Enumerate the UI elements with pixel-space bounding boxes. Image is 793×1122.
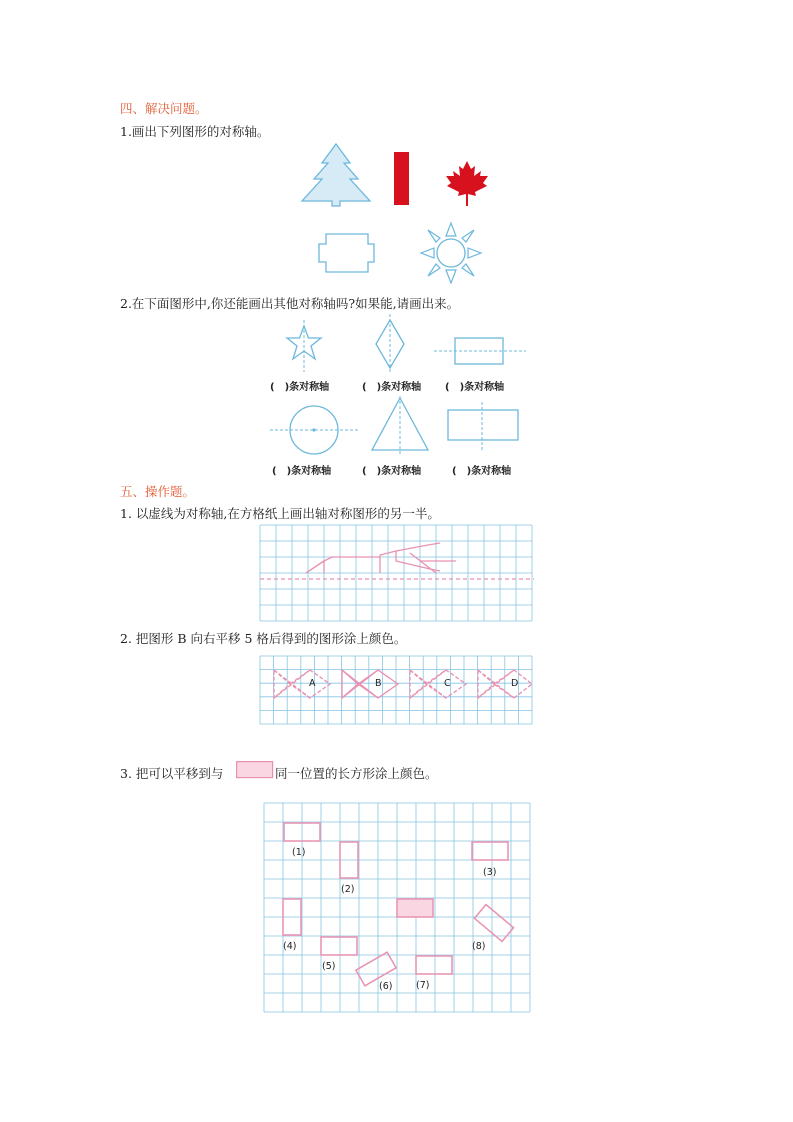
question-2-text: 2.在下面图形中,你还能画出其他对称轴吗?如果能,请画出来。 <box>120 296 460 311</box>
axis-count-caption-2: ( )条对称轴 <box>362 382 422 393</box>
circle-figure <box>268 398 360 462</box>
rectangles-grid <box>264 803 530 1013</box>
operation-question-2-text: 2. 把图形 B 向右平移 5 格后得到的图形涂上颜色。 <box>120 631 407 646</box>
figure-label-B: B <box>375 678 382 689</box>
operation-question-1-text: 1. 以虚线为对称轴,在方格纸上画出轴对称图形的另一半。 <box>120 506 440 521</box>
translation-grid <box>260 656 534 724</box>
rect-label-5: (5) <box>322 961 336 972</box>
rectangle-7 <box>416 956 452 974</box>
tree-figure <box>300 143 372 207</box>
rect-label-8: (8) <box>472 941 486 952</box>
axis-count-caption-4: ( )条对称轴 <box>272 466 332 477</box>
section-5-heading: 五、操作题。 <box>120 484 196 499</box>
axis-count-caption-6: ( )条对称轴 <box>452 466 512 477</box>
figure-B <box>342 670 398 698</box>
grid-lines <box>260 656 532 724</box>
maple-leaf-figure <box>444 160 490 208</box>
figure-A <box>274 670 330 698</box>
section-4-heading: 四、解决问题。 <box>120 101 208 116</box>
axis-count-caption-5: ( )条对称轴 <box>362 466 422 477</box>
rect-label-4: (4) <box>283 941 297 952</box>
operation-question-3-text-after: 同一位置的长方形涂上颜色。 <box>275 766 438 781</box>
rectangle-5 <box>321 937 357 955</box>
axis-count-caption-1: ( )条对称轴 <box>270 382 330 393</box>
grid-lines <box>260 525 532 621</box>
rect-label-3: (3) <box>483 867 497 878</box>
rectangle-3 <box>472 842 508 860</box>
figure-label-A: A <box>309 678 316 689</box>
target-rectangle <box>397 899 433 917</box>
symmetry-grid <box>260 525 534 621</box>
figure-label-D: D <box>511 678 519 689</box>
rhombus-figure <box>368 312 412 376</box>
rectangle-vertical-axis-figure <box>444 400 524 452</box>
rectangle-horizontal-axis-figure <box>432 334 528 368</box>
red-rectangle-figure <box>393 152 411 208</box>
cross-shape-figure <box>316 232 380 276</box>
figure-label-C: C <box>444 678 451 689</box>
rect-label-7: (7) <box>416 980 430 991</box>
rect-label-1: (1) <box>292 847 306 858</box>
reference-rectangle <box>236 761 274 779</box>
rect-label-2: (2) <box>341 884 355 895</box>
question-1-text: 1.画出下列图形的对称轴。 <box>120 124 270 139</box>
triangle-figure <box>368 394 432 456</box>
sun-figure <box>418 220 484 286</box>
star-figure <box>278 318 334 374</box>
rect-label-6: (6) <box>379 981 393 992</box>
operation-question-3-text-before: 3. 把可以平移到与 <box>120 766 224 781</box>
figure-C <box>410 670 466 698</box>
axis-count-caption-3: ( )条对称轴 <box>445 382 505 393</box>
